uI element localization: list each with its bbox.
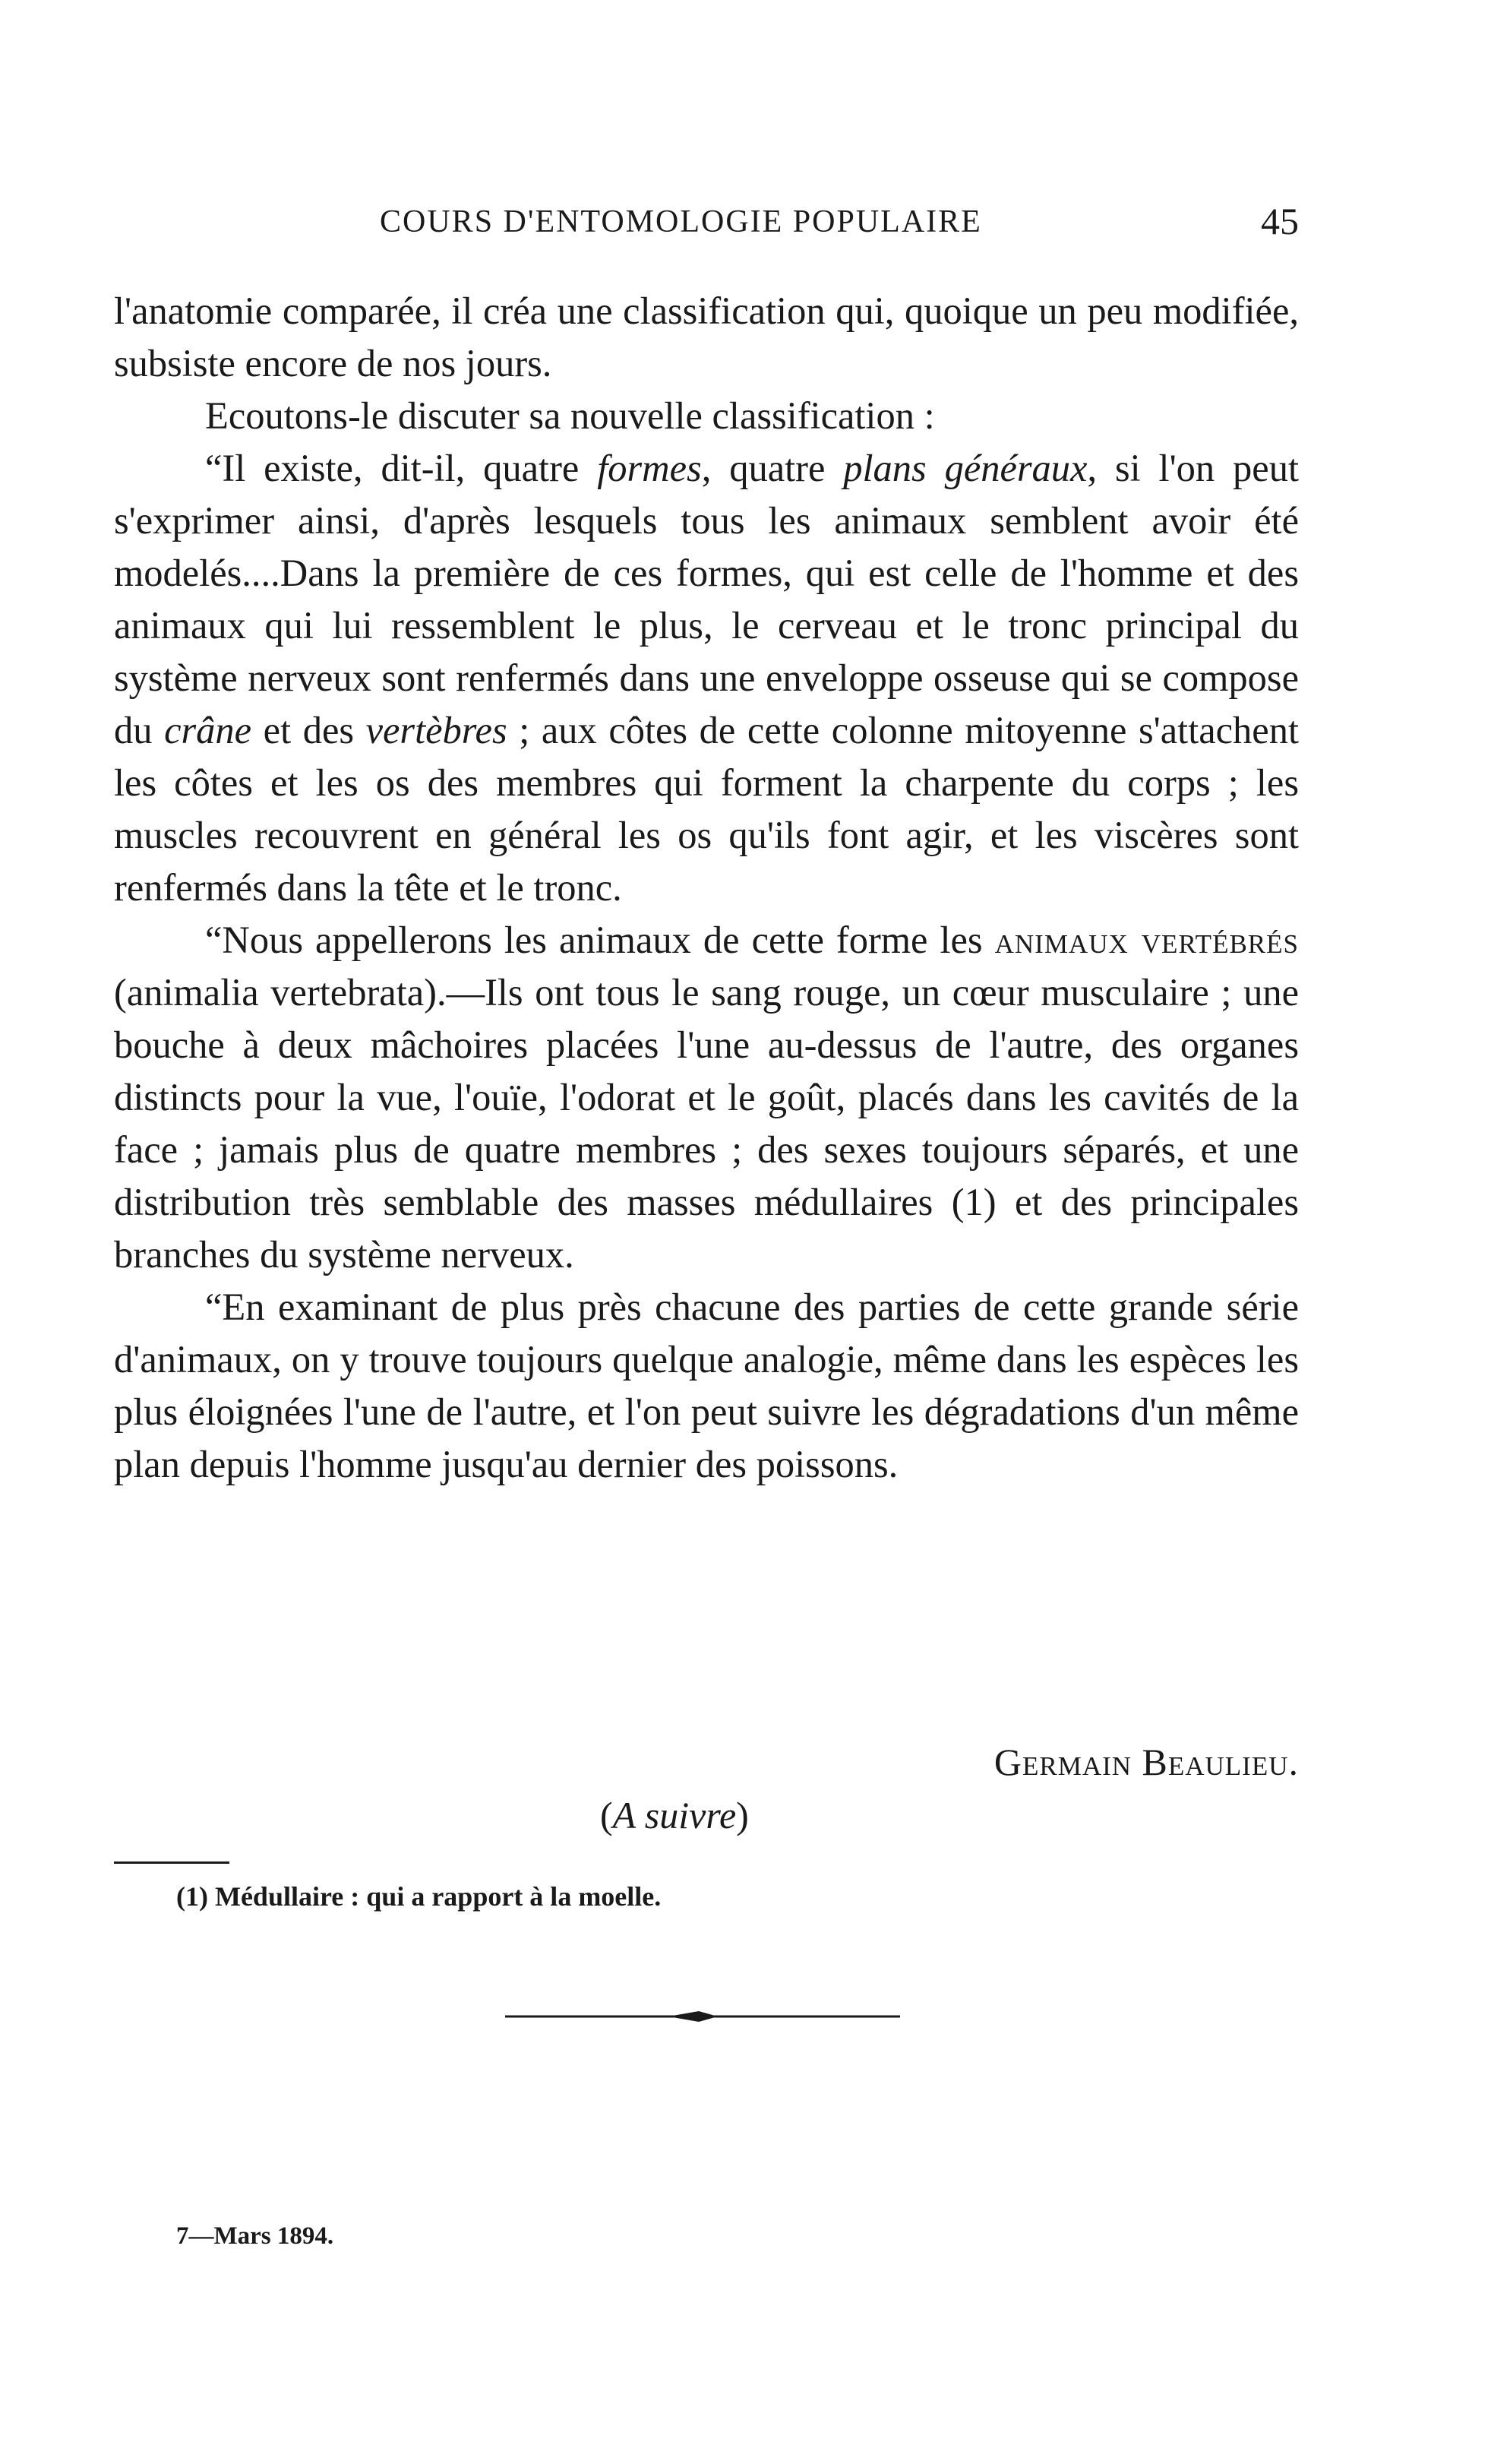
author-signature: Germain Beaulieu. — [993, 1741, 1299, 1783]
small-caps-term: animaux vertébrés — [994, 919, 1299, 961]
divider-ornament — [505, 2004, 900, 2027]
body-text — [114, 285, 1299, 1491]
page-header — [114, 200, 1299, 257]
to-be-continued-text: A suivre — [612, 1794, 737, 1836]
imprint-date: 7—Mars 1894. — [176, 2222, 334, 2250]
footnote: (1) Médullaire : qui a rapport à la moelle. — [176, 1881, 662, 1912]
to-be-continued — [600, 1793, 749, 1837]
paren-open: ( — [600, 1794, 613, 1836]
text-run: ; aux côtes de cette colonne mitoyenne s'attachent les côtes et les os des membres qui forment la charpente du corps ; les muscles recouvrent en général les os qu'ils font agir, et les viscères sont renfermés dans la tête et le tronc. — [114, 709, 1299, 909]
page-number: 45 — [1261, 200, 1299, 242]
text-run: “Il existe, dit-il, quatre — [205, 447, 598, 489]
text-run: “Nous appellerons les animaux de cette forme les — [205, 919, 995, 961]
text-run: et des — [251, 709, 366, 751]
italic-term: plans généraux — [843, 447, 1088, 489]
paren-close: ) — [736, 1794, 749, 1836]
text-run: (animalia vertebrata).—Ils ont tous le sang rouge, un cœur musculaire ; une bouche à deux mâchoires placées l'une au-dessus de l'autre, des organes distincts pour la vue, l'ouïe, l'odorat et le goût, placés dans les cavités de la face ; jamais plus de quatre membres ; des sexes toujours séparés, et une distribution très semblable des masses médullaires (1) et des principales branches du système nerveux. — [114, 971, 1299, 1276]
italic-term: formes — [597, 447, 702, 489]
paragraph: Ecoutons-le discuter sa nouvelle classification : — [205, 394, 935, 437]
italic-term: crâne — [164, 709, 252, 751]
paragraph: “En examinant de plus près chacune des parties de cette grande série d'animaux, on y trouve toujours quelque analogie, même dans les espèces les plus éloignées l'une de l'autre, et l'on peut suivre les dégradations d'un même plan depuis l'homme jusqu'au dernier des poissons. — [114, 1286, 1299, 1485]
paragraph — [114, 442, 1299, 914]
running-title: COURS D'ENTOMOLOGIE POPULAIRE — [380, 204, 982, 239]
paragraph — [114, 914, 1299, 1281]
italic-term: vertèbres — [365, 709, 507, 751]
paragraph: l'anatomie comparée, il créa une classification qui, quoique un peu modifiée, subsiste encore de nos jours. — [114, 289, 1299, 384]
text-run: , si l'on peut s'exprimer ainsi, d'après lesquels tous les animaux semblent avoir été modelés....Dans la première de ces formes, qui est celle de l'homme et des animaux qui lui ressemblent le plus, le cerveau et le tronc principal du système nerveux sont renfermés dans une enveloppe osseuse qui se compose du — [114, 447, 1299, 751]
text-run: , quatre — [701, 447, 844, 489]
footnote-rule — [114, 1861, 229, 1864]
